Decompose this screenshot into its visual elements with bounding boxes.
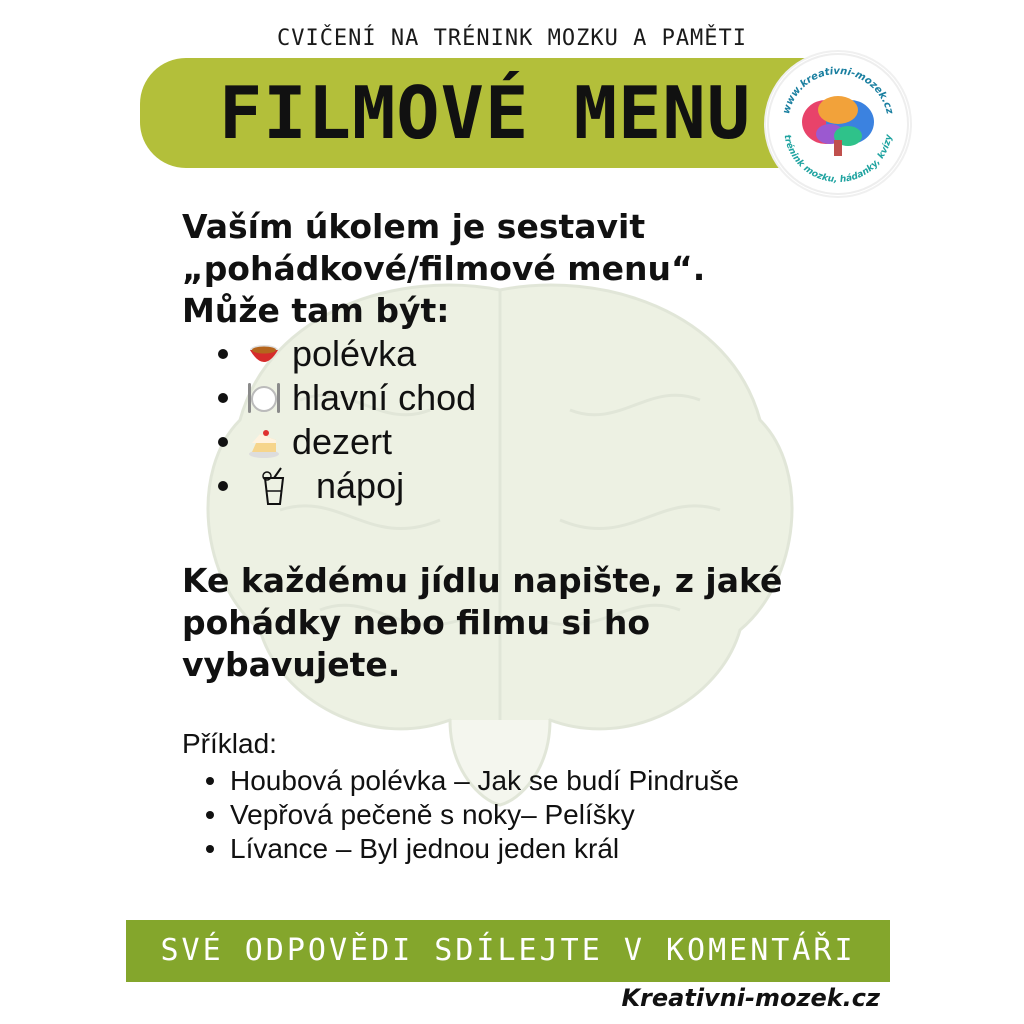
soup-bowl-icon: [244, 334, 284, 374]
list-item-main-course: [218, 376, 902, 420]
cake-slice-icon: [244, 422, 284, 462]
main-content: [182, 206, 902, 866]
bullet-dot: [206, 811, 214, 819]
menu-item-label: nápoj: [316, 465, 405, 506]
menu-item-label: dezert: [292, 421, 393, 462]
drink-glass-icon: [254, 466, 294, 506]
bullet-dot: [218, 481, 228, 491]
bullet-dot: [218, 437, 228, 447]
instruction-line-2: pohádky nebo filmu si ho: [182, 603, 651, 642]
example-text: Vepřová pečeně s noky– Pelíšky: [230, 799, 635, 830]
menu-item-label: polévka: [292, 333, 417, 374]
intro-line-3: Může tam být:: [182, 291, 450, 330]
list-item: [206, 798, 902, 832]
menu-course-list: [182, 332, 902, 508]
instruction-line-1: Ke každému jídlu napište, z jaké: [182, 561, 783, 600]
logo-top-text: www.kreativni-mozek.cz: [781, 65, 895, 116]
intro-line-2: „pohádkové/filmové menu“.: [182, 249, 706, 288]
list-item-soup: [218, 332, 902, 376]
page-subtitle: CVIČENÍ NA TRÉNINK MOZKU A PAMĚTI: [276, 26, 748, 51]
fork-knife-plate-icon: [244, 378, 284, 418]
instruction-line-3: vybavujete.: [182, 645, 401, 684]
example-text: Lívance – Byl jednou jeden král: [230, 833, 620, 864]
website-link[interactable]: Kreativni-mozek.cz: [621, 984, 880, 1012]
logo-bottom-text: trénink mozku, hádanky, kvízy: [781, 133, 895, 186]
list-item-dessert: [218, 420, 902, 464]
intro-line-1: Vaším úkolem je sestavit: [182, 207, 646, 246]
example-text: Houbová polévka – Jak se budí Pindruše: [230, 765, 739, 796]
brain-logo-icon: [766, 52, 910, 196]
bullet-dot: [206, 845, 214, 853]
footer-banner-text: SVÉ ODPOVĚDI SDÍLEJTE V KOMENTÁŘI: [160, 933, 856, 968]
page-title: FILMOVÉ MENU: [218, 71, 752, 155]
bullet-dot: [218, 349, 228, 359]
bullet-dot: [218, 393, 228, 403]
brand-logo: [766, 52, 910, 196]
list-item: [206, 764, 902, 798]
bullet-dot: [206, 777, 214, 785]
list-item: [206, 832, 902, 866]
example-label: Příklad:: [182, 728, 277, 759]
menu-item-label: hlavní chod: [292, 377, 477, 418]
list-item-drink: [218, 464, 902, 508]
example-list: [182, 764, 902, 866]
